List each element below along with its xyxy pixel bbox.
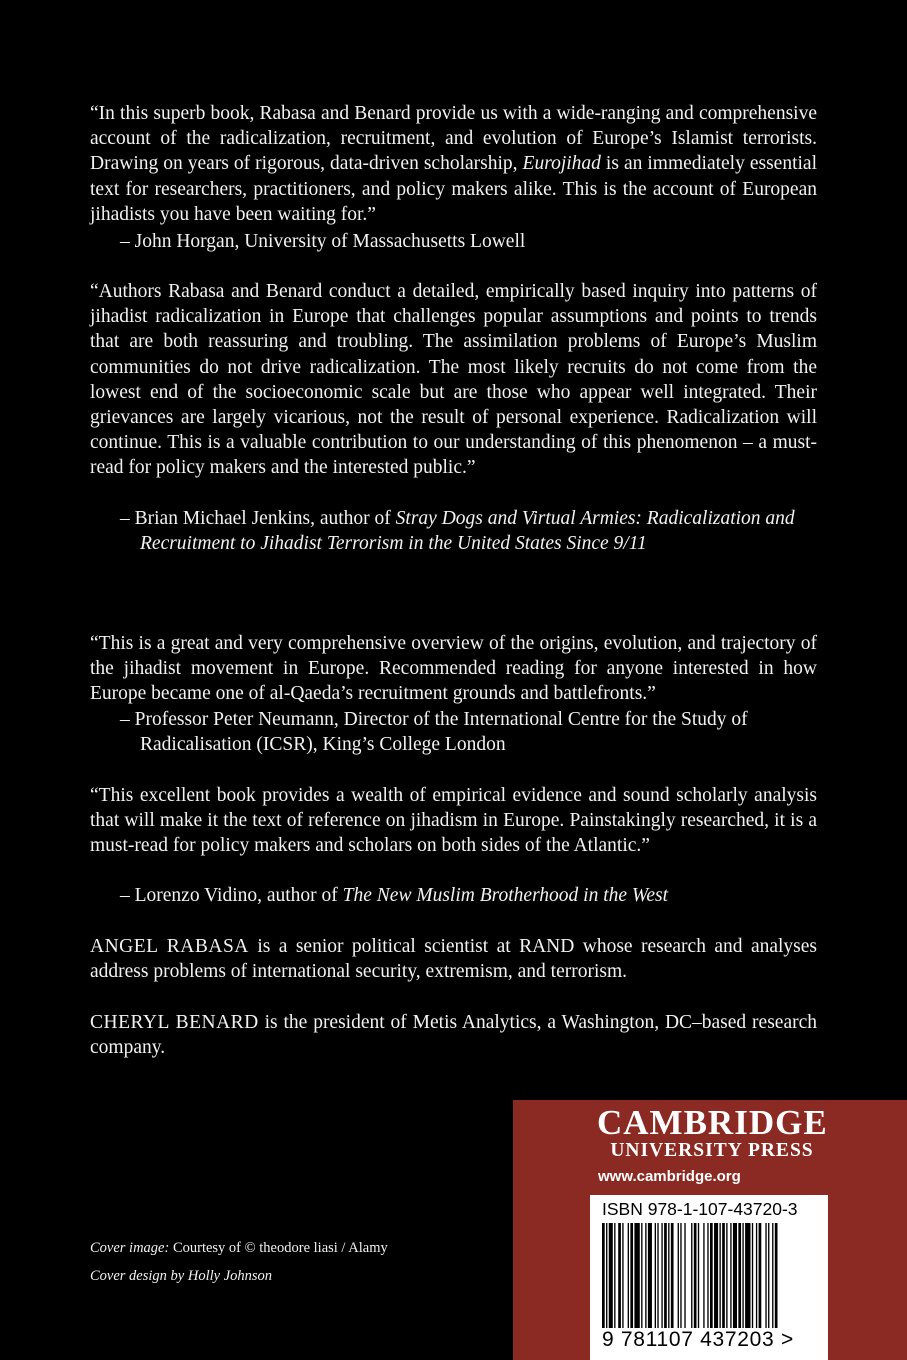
blurb-2-attribution: – Brian Michael Jenkins, author of Stray Dogs and Virtual Armies: Radicalization and Recruitment to Jihadist Terrorism in the United States Since 9/11 (120, 508, 795, 555)
publisher-box (513, 1100, 907, 1360)
blurb-1-quote (90, 101, 817, 227)
blurb-1-text-a: “In this superb book, Rabasa and Benard provide us with a wide-ranging and comprehensive account of the radicalization, recruitment, and evolution of Europe’s Islamist terrorists. Drawing on years of rigorous, data-driven scholarship, (90, 103, 817, 175)
blurb-2-quote: “Authors Rabasa and Benard conduct a detailed, empirically based inquiry into patterns of jihadist radicalization in Europe that challenges popular assumptions and points to trends that are both reassuring and troubling. The assimilation problems of Europe’s Muslim communities do not drive radicalization. The most likely recruits do not come from the lowest end of the socioeconomic scale but are those who appear well integrated. Their grievances are largely vicarious, not the result of personal experience. Radicalization will continue. This is a valuable contribution to our understanding of this phenomenon – a must-read for policy makers and the interested public.” (90, 281, 817, 479)
barcode-panel (590, 1195, 828, 1360)
publisher-press: UNIVERSITY PRESS (610, 1140, 814, 1161)
blurb-2-book-title: Stray Dogs and Virtual Armies: Radicalization and Recruitment to Jihadist Terrorism in the United States Since 9/11 (140, 508, 795, 555)
blurb-3-attribution: – Professor Peter Neumann, Director of the International Centre for the Study of Radicalisation (ICSR), King’s College London (120, 709, 748, 756)
author-bio-benard: CHERYL BENARD is the president of Metis Analytics, a Washington, DC–based research company. (90, 1012, 817, 1059)
isbn-label: ISBN 978-1-107-43720-3 (602, 1199, 798, 1219)
blurb-4-quote: “This excellent book provides a wealth of empirical evidence and sound scholarly analysis that will make it the text of reference on jihadism in Europe. Painstakingly researched, it is a must-read for policy makers and scholars on both sides of the Atlantic.” (90, 785, 817, 857)
blurb-4-attribution: – Lorenzo Vidino, author of The New Muslim Brotherhood in the West (120, 885, 669, 906)
cover-design-credit: Cover design by Holly Johnson (90, 1268, 273, 1284)
blurb-1-title-italic: Eurojihad (522, 153, 601, 175)
cover-image-credit: Cover image: Courtesy of © theodore liasi / Alamy (90, 1240, 388, 1256)
author-name: ANGEL RABASA (90, 936, 249, 957)
barcode-icon (602, 1223, 822, 1328)
blurb-1-attribution: – John Horgan, University of Massachusetts Lowell (120, 231, 526, 252)
blurb-4-book-title: The New Muslim Brotherhood in the West (342, 885, 669, 906)
publisher-url: www.cambridge.org (598, 1168, 741, 1185)
blurb-1-text-b: is an immediately essential text for researchers, practitioners, and policy makers alike. This is the account of European jihadists you have been waiting for.” (90, 153, 817, 225)
publisher-name: CAMBRIDGE (597, 1103, 828, 1142)
author-bio-rabasa: ANGEL RABASA is a senior political scientist at RAND whose research and analyses address problems of international security, extremism, and terrorism. (90, 936, 818, 983)
barcode-digits: 9 781107 437203 > (602, 1328, 794, 1351)
author-name: CHERYL BENARD (90, 1012, 259, 1033)
blurb-3-quote: “This is a great and very comprehensive overview of the origins, evolution, and trajectory of the jihadist movement in Europe. Recommended reading for anyone interested in how Europe became one of al-Qaeda’s recruitment grounds and battlefronts.” (90, 633, 817, 705)
